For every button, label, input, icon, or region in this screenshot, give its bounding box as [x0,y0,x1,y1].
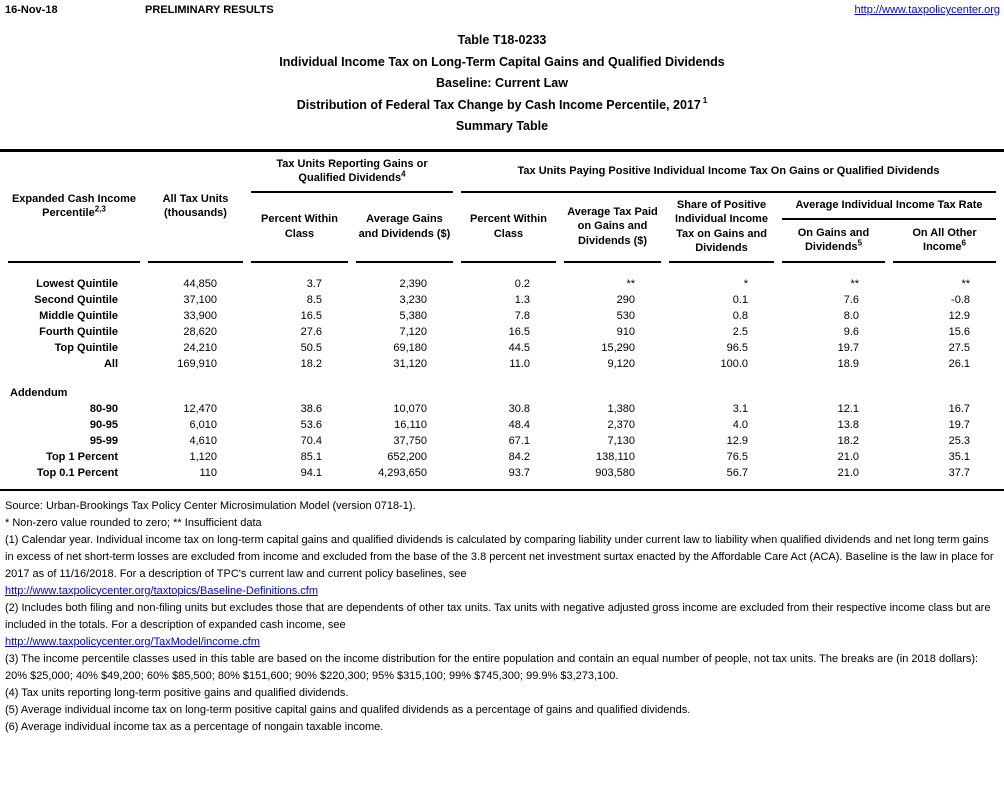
table-cell: 56.7 [726,466,748,479]
footnote-3: (3) The income percentile classes used in this table are based on the income distribution for the entire population and contain an equal number of people, not tax units. The breaks are (in 2018 dollars): 20% $25,000; 40% $49,200; 60% $85,500; 80% $151,600; 90% $220,300; 95% $315,100; 99% $745,300; 99.9% $3,273,100. [5,652,979,682]
spacer [8,481,996,489]
table-cell: 910 [616,325,635,338]
table-cell: -0.8 [951,293,971,306]
table-cell: 13.8 [837,418,859,431]
table-cell: 3.7 [306,277,322,290]
spacer [8,263,996,276]
table-cell: 35.1 [948,450,971,463]
table-cell: 28,620 [183,325,217,338]
table-cell: 169,910 [177,357,217,370]
table-cell: 27.5 [948,341,971,354]
col-header-share-positive-tax: Share of Positive Individual Income Tax on Gains and Dividends [669,193,774,263]
table-cell: 67.1 [508,434,530,447]
footnote-2: (2) Includes both filing and non-filing units but excludes those that are dependents of other tax units. Tax units with negative adjusted gross income are excluded from their respective income class but are included in the totals. For a description of expanded cash income, see [5,601,991,631]
table-cell: 12.9 [948,309,971,322]
col-header-average-tax-paid: Average Tax Paid on Gains and Dividends ($) [564,193,661,263]
table-row-90-95 [8,417,996,433]
table-cell: 2.5 [732,325,748,338]
table-cell: 18.9 [837,357,859,370]
table-cell: 10,070 [393,402,427,415]
table-cell: 0.2 [514,277,530,290]
table-number-title: Table T18-0233 [457,33,547,47]
table-cell: 7,120 [399,325,427,338]
table-cell: 69,180 [393,341,427,354]
table-cell: 38.6 [300,402,322,415]
footnotes [0,491,1004,736]
table-cell: 37.7 [948,466,971,479]
table-cell: 1,380 [607,402,635,415]
col-header-on-all-other-income: On All Other Income$^6$ [893,220,996,263]
table-cell: 3,230 [399,293,427,306]
footnote-ref-6: 6 [961,238,966,248]
top-bar [0,0,1004,16]
table-cell: 18.2 [300,357,322,370]
table-cell: 8.0 [843,309,859,322]
summary-table [0,152,1004,489]
group-header-average-tax-rate: Average Individual Income Tax Rate [782,193,996,220]
footnote-ref-4: 4 [401,169,406,179]
table-cell: 44,850 [183,277,217,290]
table-cell: 24,210 [183,341,217,354]
addendum-label: Addendum [10,386,68,399]
table-cell: 1,120 [189,450,217,463]
table-cell: ** [961,277,971,290]
table-cell: 25.3 [948,434,971,447]
table-cell: 9.6 [843,325,859,338]
table-cell: 21.0 [837,466,859,479]
table-title: Individual Income Tax on Long-Term Capital Gains and Qualified Dividends [279,54,725,69]
table-cell: 26.1 [948,357,971,370]
row-label: Top Quintile [54,341,118,354]
table-cell: 4,293,650 [378,466,427,479]
addendum-header-row [8,385,996,401]
col-header-percent-within-class-1: Percent Within Class [251,193,348,263]
footnote-ref-5: 5 [857,238,863,248]
table-cell: 44.5 [508,341,530,354]
table-cell: 530 [616,309,635,322]
table-cell: 11.0 [509,357,530,370]
table-cell: ** [626,277,635,290]
table-cell: 4.0 [732,418,748,431]
table-row-top-quintile [8,340,996,356]
row-label: 90-95 [89,418,118,431]
table-cell: 85.1 [300,450,322,463]
table-cell: 9,120 [607,357,635,370]
table-row-middle-quintile [8,308,996,324]
title-block [0,30,1004,138]
table-cell: 0.8 [732,309,748,322]
table-cell: 8.5 [306,293,322,306]
table-row-fourth-quintile [8,324,996,340]
col-header-on-gains-dividends: On Gains and Dividends$^5$ [782,220,885,263]
table-row-top-1-percent [8,449,996,465]
table-cell: 5,380 [399,309,427,322]
table-cell: 15.6 [948,325,971,338]
table-cell: 12.9 [726,434,748,447]
table-cell: 21.0 [837,450,859,463]
footnote-ref-1: 1 [702,96,708,106]
col-header-all-tax-units: All Tax Units (thousands) [148,152,243,263]
table-row-top-01-percent [8,465,996,481]
table-cell: 6,010 [189,418,217,431]
summary-table-subtitle: Summary Table [455,119,549,133]
table-cell: 50.5 [300,341,322,354]
footnote-4: (4) Tax units reporting long-term positive gains and qualified dividends. [5,686,349,699]
table-row-all [8,356,996,372]
table-cell: 12,470 [183,402,217,415]
row-label: 95-99 [89,434,118,447]
table-cell: 76.5 [726,450,748,463]
table-row-second-quintile [8,292,996,308]
footnote-ref-2-3: 2,3 [94,204,106,214]
row-label: Top 0.1 Percent [36,466,118,479]
table-cell: 2,370 [607,418,635,431]
table-cell: * [743,277,748,290]
table-cell: 0.1 [732,293,748,306]
table-cell: 70.4 [300,434,322,447]
table-cell: 7.6 [843,293,859,306]
col-header-percentile: Expanded Cash Income Percentile$^{2,3}$ [8,152,140,263]
table-cell: 138,110 [596,450,635,463]
table-cell: 94.1 [300,466,322,479]
table-cell: 53.6 [300,418,322,431]
table-cell: 290 [616,293,635,306]
table-cell: 18.2 [837,434,859,447]
table-row-80-90 [8,401,996,417]
table-cell: 110 [199,466,217,479]
col-header-percent-within-class-2: Percent Within Class [461,193,556,263]
table-cell: 30.8 [508,402,530,415]
table-row-lowest-quintile [8,276,996,292]
spacer [8,372,996,385]
table-cell: 7.8 [514,309,530,322]
table-cell: 19.7 [837,341,859,354]
table-cell: 27.6 [300,325,322,338]
table-cell: 84.2 [508,450,530,463]
table-cell: 4,610 [189,434,217,447]
preliminary-results-label: PRELIMINARY RESULTS [145,4,274,16]
table-cell: 16.5 [508,325,530,338]
row-label: 80-90 [89,402,118,415]
table-cell: 652,200 [387,450,427,463]
table-cell: 903,580 [595,466,635,479]
footnote-5: (5) Average individual income tax on long-term positive capital gains and qualifed dividends as a percentage of gains and qualified dividends. [5,703,691,716]
table-cell: 48.4 [508,418,530,431]
tpc-website-link[interactable]: http://www.taxpolicycenter.org [854,4,1000,16]
baseline-definitions-link[interactable]: http://www.taxpolicycenter.org/taxtopics/Baseline-Definitions.cfm [5,584,319,597]
table-cell: 31,120 [393,357,427,370]
table-row-95-99 [8,433,996,449]
row-label: Second Quintile [34,293,118,306]
footnote-asterisks: * Non-zero value rounded to zero; ** Insufficient data [5,516,262,529]
table-cell: 19.7 [948,418,971,431]
table-cell: 1.3 [514,293,530,306]
col-header-average-gains-dividends: Average Gains and Dividends ($) [356,193,453,263]
table-cell: 2,390 [399,277,427,290]
row-label: Lowest Quintile [36,277,118,290]
row-label: Top 1 Percent [46,450,118,463]
table-cell: 16.7 [948,402,971,415]
table-cell: ** [850,277,859,290]
table-cell: 37,750 [393,434,427,447]
footnote-6: (6) Average individual income tax as a percentage of nongain taxable income. [5,720,384,733]
row-label: All [103,357,118,370]
group-header-paying-tax: Tax Units Paying Positive Individual Income Tax On Gains or Qualified Dividends [461,152,996,193]
table-cell: 15,290 [601,341,635,354]
header-row-groups [8,152,996,193]
footnote-source: Source: Urban-Brookings Tax Policy Center Microsimulation Model (version 0718-1). [5,499,416,512]
baseline-subtitle: Baseline: Current Law [436,76,568,90]
row-label: Middle Quintile [39,309,118,322]
table-cell: 33,900 [183,309,217,322]
group-header-reporting-gains: Tax Units Reporting Gains or Qualified Dividends$^4$ [251,152,453,193]
income-definition-link[interactable]: http://www.taxpolicycenter.org/TaxModel/income.cfm [5,635,260,648]
table-cell: 3.1 [732,402,748,415]
table-cell: 12.1 [837,402,859,415]
table-cell: 96.5 [726,341,748,354]
report-date: 16-Nov-18 [5,4,58,16]
table-cell: 37,100 [183,293,217,306]
table-cell: 16.5 [300,309,322,322]
table-cell: 7,130 [607,434,635,447]
table-cell: 93.7 [508,466,530,479]
row-label: Fourth Quintile [39,325,118,338]
distribution-subtitle: Distribution of Federal Tax Change by Cash Income Percentile, 2017 $^1$ [296,96,708,112]
table-cell: 100.0 [720,357,748,370]
table-cell: 16,110 [394,418,427,431]
footnote-1: (1) Calendar year. Individual income tax on long-term capital gains and qualified dividends is calculated by comparing liability under current law to liability when qualified dividends and net long term gains in excess of net short-term losses are excluded from income and excluded from the base of the 3.8 percent net investment surtax enacted by the Affordable Care Act (ACA). Baseline is the law in place for 2017 as of 11/16/2018. For a description of TPC's current law and current policy baselines, see [5,533,994,580]
